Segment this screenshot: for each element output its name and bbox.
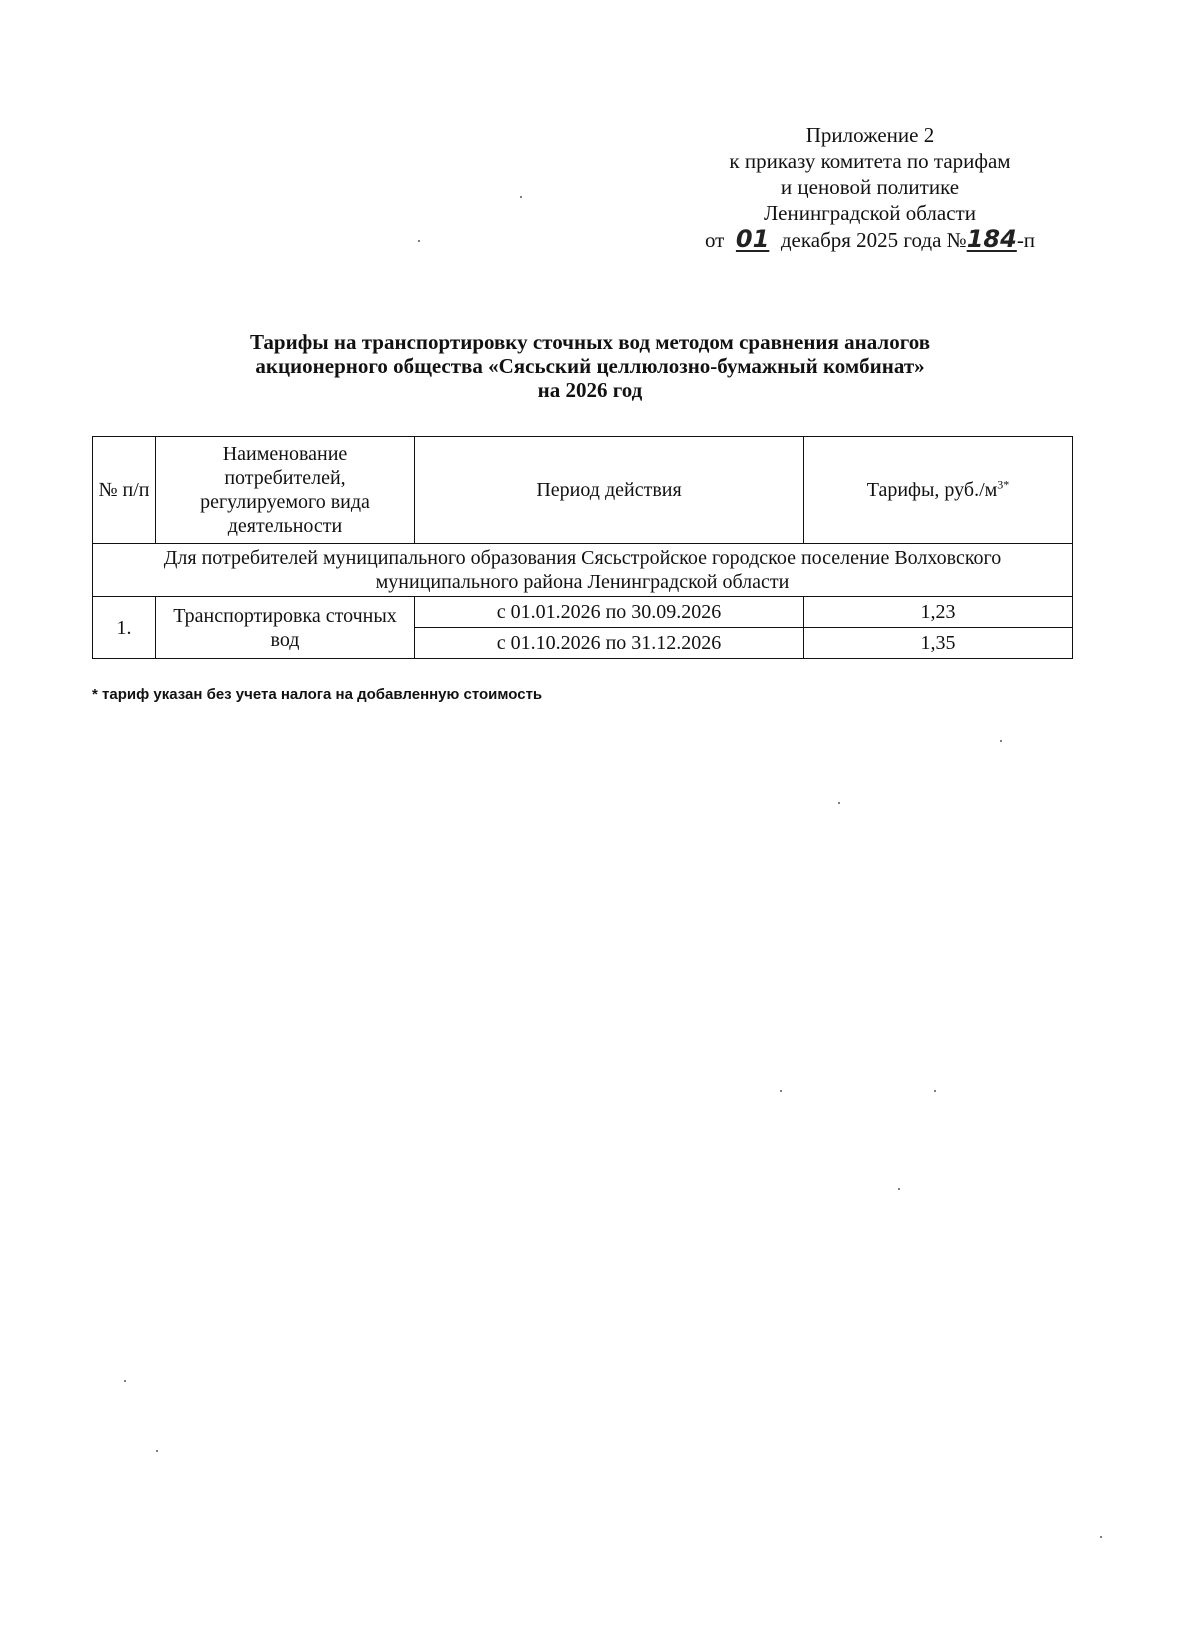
table-group-row: [93, 544, 1073, 597]
footnote: * тариф указан без учета налога на добавленную стоимость: [92, 686, 543, 703]
scan-speck: [1000, 740, 1002, 742]
date-text: декабря 2025 года №: [780, 228, 967, 252]
tariff-table: [92, 436, 1073, 659]
appendix-line-2: к приказу комитета по тарифам: [729, 149, 1011, 173]
scan-speck: [934, 1090, 936, 1092]
appendix-line-1: Приложение 2: [805, 123, 935, 147]
appendix-line-4: Ленинградской области: [764, 201, 976, 225]
document-title: [90, 330, 1090, 402]
header-period: Период действия: [415, 437, 804, 544]
header-tariff-label: Тарифы, руб./м: [866, 479, 998, 501]
header-num: № п/п: [93, 437, 156, 544]
header-tariff: [804, 437, 1073, 544]
appendix-line-3: и ценовой политике: [780, 175, 960, 199]
date-prefix: от: [704, 228, 725, 252]
row-tariff-1: 1,23: [804, 597, 1073, 628]
appendix-block: [650, 122, 1090, 253]
scan-speck: [838, 802, 840, 804]
title-line-2: акционерного общества «Сясьский целлюлозно-бумажный комбинат»: [255, 354, 925, 378]
order-suffix: -п: [1016, 228, 1036, 252]
row-period-1: с 01.01.2026 по 30.09.2026: [415, 597, 804, 628]
scan-speck: [898, 1188, 900, 1190]
table-row: [93, 597, 1073, 628]
scan-speck: [520, 196, 522, 198]
table-header-row: [93, 437, 1073, 544]
handwritten-day: 01: [735, 225, 770, 253]
handwritten-order-number: 184: [966, 225, 1017, 253]
header-tariff-sup: 3*: [997, 477, 1010, 492]
group-label: Для потребителей муниципального образования Сясьстройское городское поселение Волховского муниципального района Ленинградской области: [93, 544, 1073, 597]
appendix-date-line: [650, 226, 1090, 253]
scan-speck: [1100, 1536, 1102, 1538]
scan-speck: [418, 240, 420, 242]
row-num: 1.: [93, 597, 156, 659]
scan-speck: [124, 1380, 126, 1382]
scan-speck: [156, 1450, 158, 1452]
title-line-3: на 2026 год: [537, 378, 643, 402]
row-name: Транспортировка сточных вод: [156, 597, 415, 659]
title-line-1: Тарифы на транспортировку сточных вод методом сравнения аналогов: [249, 330, 931, 354]
header-name: Наименование потребителей, регулируемого вида деятельности: [156, 437, 415, 544]
row-period-2: с 01.10.2026 по 31.12.2026: [415, 628, 804, 659]
row-tariff-2: 1,35: [804, 628, 1073, 659]
scan-speck: [780, 1090, 782, 1092]
